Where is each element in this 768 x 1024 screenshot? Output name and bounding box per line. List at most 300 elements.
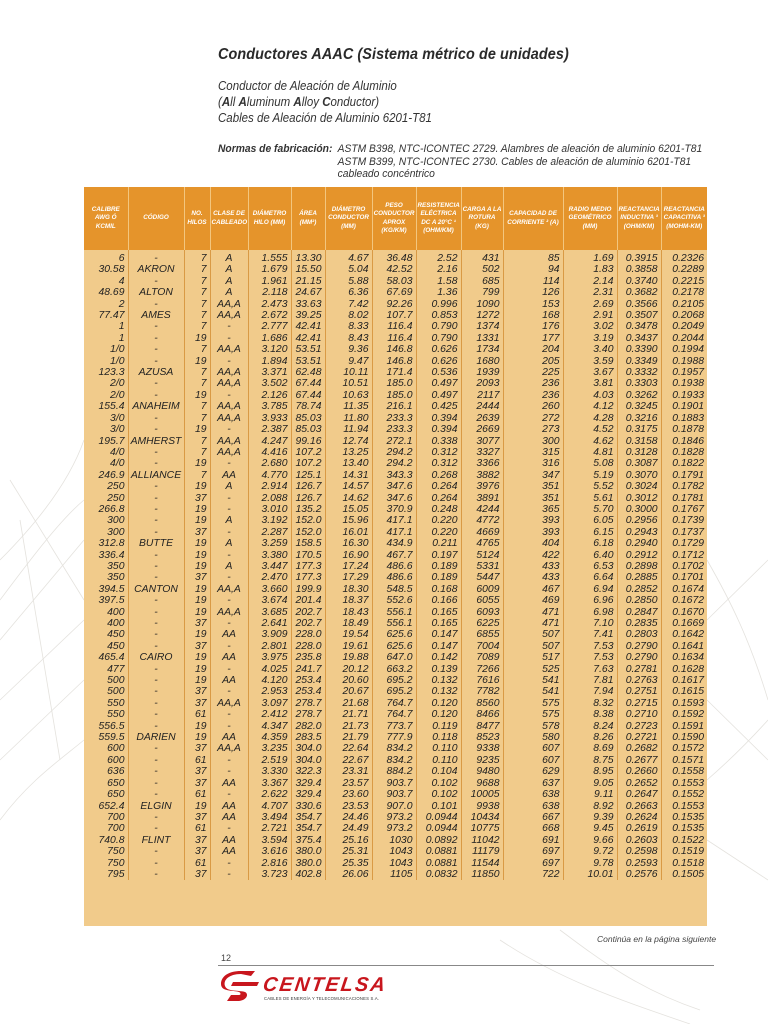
table-cell: 343.3 xyxy=(372,470,416,481)
table-cell: 638 xyxy=(503,801,563,812)
table-cell: 433 xyxy=(503,572,563,583)
table-cell: - xyxy=(128,755,184,766)
table-row xyxy=(84,835,707,846)
table-cell: 1.686 xyxy=(248,333,291,344)
table-cell: 1.36 xyxy=(416,287,461,298)
table-cell: 3.502 xyxy=(248,378,291,389)
table-cell: 6093 xyxy=(461,607,503,618)
table-row xyxy=(84,276,707,287)
table-row xyxy=(84,515,707,526)
table-cell: 3.660 xyxy=(248,584,291,595)
table-cell: 37 xyxy=(184,493,210,504)
table-cell: 0.2598 xyxy=(617,846,661,857)
table-cell: 0.2178 xyxy=(672,287,704,299)
table-row xyxy=(84,424,707,435)
table-row xyxy=(84,812,707,823)
table-cell: - xyxy=(128,447,184,458)
table-cell: 4/0 xyxy=(84,458,128,469)
table-cell: 834.2 xyxy=(372,743,416,754)
table-cell: - xyxy=(210,321,248,332)
table-cell: 0.2721 xyxy=(617,732,661,743)
table-cell: 3327 xyxy=(461,447,503,458)
table-cell: 764.7 xyxy=(372,698,416,709)
table-cell: 433 xyxy=(503,561,563,572)
table-row xyxy=(84,652,707,663)
table-cell: 201.4 xyxy=(291,595,325,606)
table-cell: 10.01 xyxy=(563,869,617,880)
table-cell: 431 xyxy=(461,250,503,264)
table-cell: 722 xyxy=(503,869,563,880)
table-cell: 4772 xyxy=(461,515,503,526)
table-cell: 7 xyxy=(184,344,210,355)
table-cell: 0.1553 xyxy=(672,800,704,812)
table-cell: 0.2710 xyxy=(617,709,661,720)
table-cell: 0.220 xyxy=(416,527,461,538)
table-cell: 0.2624 xyxy=(617,812,661,823)
table-cell: 0.132 xyxy=(416,686,461,697)
table-cell: 750 xyxy=(84,858,128,869)
table-cell: 19 xyxy=(184,424,210,435)
table-cell: - xyxy=(128,344,184,355)
table-cell: 2.69 xyxy=(563,299,617,310)
table-cell: FLINT xyxy=(128,835,184,846)
table-cell: - xyxy=(128,504,184,515)
table-cell: 907.0 xyxy=(372,801,416,812)
table-cell: AA,A xyxy=(210,584,248,595)
table-cell: 300 xyxy=(503,436,563,447)
table-cell: 18.43 xyxy=(325,607,372,618)
table-cell: 434.9 xyxy=(372,538,416,549)
table-cell: 185.0 xyxy=(372,390,416,401)
table-cell: 6.96 xyxy=(563,595,617,606)
table-cell: 9235 xyxy=(461,755,503,766)
table-row xyxy=(84,390,707,401)
table-cell: 250 xyxy=(84,481,128,492)
table-row xyxy=(84,436,707,447)
table-cell: AA,A xyxy=(210,344,248,355)
table-cell: 903.7 xyxy=(372,778,416,789)
table-cell: 2.52 xyxy=(416,250,461,264)
table-cell: 19 xyxy=(184,356,210,367)
table-cell: 5124 xyxy=(461,550,503,561)
table-cell: AA xyxy=(210,846,248,857)
table-cell: 9.39 xyxy=(563,812,617,823)
table-cell: 2.672 xyxy=(248,310,291,321)
table-cell: 30.58 xyxy=(84,264,128,275)
table-row xyxy=(84,595,707,606)
table-cell: 241.7 xyxy=(291,664,325,675)
table-row xyxy=(84,344,707,355)
table-cell: 19 xyxy=(184,515,210,526)
table-cell: 22.67 xyxy=(325,755,372,766)
table-cell: 740.8 xyxy=(84,835,128,846)
table-cell: 0.3262 xyxy=(617,390,661,401)
table-cell: 37 xyxy=(184,766,210,777)
table-cell: 0.2215 xyxy=(672,275,704,287)
table-cell: 502 xyxy=(461,264,503,275)
table-cell: A xyxy=(210,561,248,572)
table-cell: 354.7 xyxy=(291,812,325,823)
table-cell: 5331 xyxy=(461,561,503,572)
table-cell: 0.2943 xyxy=(617,527,661,538)
table-cell: 116.4 xyxy=(372,333,416,344)
table-cell: 8477 xyxy=(461,721,503,732)
table-cell: 294.2 xyxy=(372,447,416,458)
table-cell: 11.35 xyxy=(325,401,372,412)
table-cell: 312.8 xyxy=(84,538,128,549)
table-cell: 507 xyxy=(503,641,563,652)
table-cell: 507 xyxy=(503,629,563,640)
table-cell: 0.166 xyxy=(416,595,461,606)
table-cell: ANAHEIM xyxy=(128,401,184,412)
table-row xyxy=(84,732,707,743)
table-cell: 3.380 xyxy=(248,550,291,561)
table-cell: A xyxy=(210,515,248,526)
table-cell: 205 xyxy=(503,356,563,367)
table-cell: 6.98 xyxy=(563,607,617,618)
table-cell: 0.3024 xyxy=(617,481,661,492)
table-cell: CAIRO xyxy=(128,652,184,663)
table-cell: 37 xyxy=(184,846,210,857)
table-row xyxy=(84,333,707,344)
table-cell: 9338 xyxy=(461,743,503,754)
table-cell: 37 xyxy=(184,618,210,629)
table-cell: 351 xyxy=(503,493,563,504)
table-cell: 195.7 xyxy=(84,436,128,447)
table-cell: - xyxy=(128,390,184,401)
table-cell: 19 xyxy=(184,561,210,572)
table-cell: AA xyxy=(210,629,248,640)
table-row xyxy=(84,356,707,367)
table-cell: 42.41 xyxy=(291,321,325,332)
table-cell: 0.394 xyxy=(416,413,461,424)
normas-block xyxy=(218,143,702,181)
table-cell: 19 xyxy=(184,629,210,640)
table-cell: 4.62 xyxy=(563,436,617,447)
table-cell: 7 xyxy=(184,299,210,310)
table-cell: 393 xyxy=(503,515,563,526)
table-cell: - xyxy=(128,686,184,697)
column-header: CÓDIGO xyxy=(128,187,184,250)
table-cell: 2.914 xyxy=(248,481,291,492)
table-cell: 0.497 xyxy=(416,390,461,401)
table-cell: 4669 xyxy=(461,527,503,538)
table-row xyxy=(84,801,707,812)
table-cell: 7089 xyxy=(461,652,503,663)
table-cell: 0.104 xyxy=(416,766,461,777)
table-cell: 3.19 xyxy=(563,333,617,344)
conductor-table xyxy=(84,187,707,880)
table-cell: 350 xyxy=(84,561,128,572)
table-cell: 0.165 xyxy=(416,618,461,629)
table-row xyxy=(84,584,707,595)
table-cell: 0.497 xyxy=(416,378,461,389)
table-cell: 8.02 xyxy=(325,310,372,321)
table-cell: 0.3216 xyxy=(617,413,661,424)
table-cell: 19 xyxy=(184,664,210,675)
table-cell: 0.102 xyxy=(416,778,461,789)
table-cell: - xyxy=(210,493,248,504)
table-cell: 107.2 xyxy=(291,458,325,469)
table-cell: 0.2715 xyxy=(617,698,661,709)
table-cell: 6.18 xyxy=(563,538,617,549)
table-cell: 3/0 xyxy=(84,413,128,424)
table-cell: - xyxy=(128,743,184,754)
table-cell: 365 xyxy=(503,504,563,515)
table-cell: 99.16 xyxy=(291,436,325,447)
table-cell: 2.801 xyxy=(248,641,291,652)
table-cell: AA,A xyxy=(210,698,248,709)
table-cell: - xyxy=(210,869,248,880)
table-cell: 477 xyxy=(84,664,128,675)
table-row xyxy=(84,686,707,697)
table-row xyxy=(84,447,707,458)
table-cell: 322.3 xyxy=(291,766,325,777)
table-cell: 0.1535 xyxy=(672,823,704,835)
table-cell: 4.120 xyxy=(248,675,291,686)
table-cell: 1374 xyxy=(461,321,503,332)
table-cell: 300 xyxy=(84,527,128,538)
table-cell: 541 xyxy=(503,686,563,697)
table-cell: 0.2940 xyxy=(617,538,661,549)
table-cell: 7.42 xyxy=(325,299,372,310)
table-cell: 3.259 xyxy=(248,538,291,549)
table-cell: 170.5 xyxy=(291,550,325,561)
table-cell: 61 xyxy=(184,823,210,834)
table-cell: 0.2723 xyxy=(617,721,661,732)
table-cell: 4765 xyxy=(461,538,503,549)
table-cell: 0.0832 xyxy=(416,869,461,880)
table-cell: - xyxy=(128,481,184,492)
table-cell: 7 xyxy=(184,470,210,481)
table-cell: 1.679 xyxy=(248,264,291,275)
table-cell: 638 xyxy=(503,789,563,800)
table-cell: 2.680 xyxy=(248,458,291,469)
table-cell: 0.2803 xyxy=(617,629,661,640)
table-cell: 315 xyxy=(503,447,563,458)
table-cell: 0.2652 xyxy=(617,778,661,789)
table-cell: 0.1642 xyxy=(672,629,704,641)
table-cell: 9.11 xyxy=(563,789,617,800)
table-cell: - xyxy=(210,755,248,766)
table-cell: 7 xyxy=(184,378,210,389)
table-cell: 1272 xyxy=(461,310,503,321)
table-cell: 0.1994 xyxy=(672,344,704,356)
table-cell: 575 xyxy=(503,698,563,709)
table-cell: 19 xyxy=(184,652,210,663)
table-cell: 575 xyxy=(503,709,563,720)
table-cell: 67.69 xyxy=(372,287,416,298)
table-cell: A xyxy=(210,481,248,492)
table-cell: - xyxy=(210,766,248,777)
table-cell: 973.2 xyxy=(372,812,416,823)
table-cell: 0.1878 xyxy=(672,424,704,436)
table-cell: 0.118 xyxy=(416,732,461,743)
table-cell: 266.8 xyxy=(84,504,128,515)
table-cell: - xyxy=(128,869,184,880)
table-cell: 500 xyxy=(84,686,128,697)
table-cell: 329.4 xyxy=(291,789,325,800)
table-cell: 300 xyxy=(84,515,128,526)
table-cell: 450 xyxy=(84,629,128,640)
table-cell: 202.7 xyxy=(291,618,325,629)
table-cell: 67.44 xyxy=(291,390,325,401)
table-row xyxy=(84,572,707,583)
table-cell: - xyxy=(128,561,184,572)
table-cell: 177 xyxy=(503,333,563,344)
table-cell: 0.2068 xyxy=(672,310,704,322)
table-cell: 2.816 xyxy=(248,858,291,869)
table-cell: 3.371 xyxy=(248,367,291,378)
table-cell: 0.1737 xyxy=(672,526,704,538)
table-cell: - xyxy=(128,823,184,834)
table-cell: 8.38 xyxy=(563,709,617,720)
table-cell: 700 xyxy=(84,812,128,823)
table-cell: - xyxy=(128,778,184,789)
table-cell: - xyxy=(128,698,184,709)
normas-line-2: ASTM B399, NTC-ICONTEC 2730. Cables de aleación de aluminio 6201-T81 xyxy=(337,155,692,168)
table-cell: 0.2576 xyxy=(617,869,661,880)
table-cell: 294.2 xyxy=(372,458,416,469)
table-cell: 282.0 xyxy=(291,721,325,732)
table-cell: 8.92 xyxy=(563,801,617,812)
table-cell: 0.3175 xyxy=(617,424,661,435)
table-cell: 0.2044 xyxy=(672,332,704,344)
table-cell: 0.3000 xyxy=(617,504,661,515)
table-cell: 0.2751 xyxy=(617,686,661,697)
table-cell: 3.723 xyxy=(248,869,291,880)
table-cell: 0.1634 xyxy=(672,652,704,664)
table-cell: 36.48 xyxy=(372,250,416,264)
table-cell: 17.29 xyxy=(325,572,372,583)
table-cell: 273 xyxy=(503,424,563,435)
table-cell: 0.3349 xyxy=(617,356,661,367)
table-cell: 37 xyxy=(184,686,210,697)
table-cell: 5.61 xyxy=(563,493,617,504)
table-cell: 3.330 xyxy=(248,766,291,777)
table-cell: 695.2 xyxy=(372,675,416,686)
table-cell: 0.264 xyxy=(416,493,461,504)
table-cell: 4.416 xyxy=(248,447,291,458)
table-cell: 23.57 xyxy=(325,778,372,789)
continua-note: Continúa en la página siguiente xyxy=(597,934,717,944)
table-cell: 0.2912 xyxy=(617,550,661,561)
table-row xyxy=(84,823,707,834)
table-cell: 0.1822 xyxy=(672,458,704,470)
table-cell: 3/0 xyxy=(84,424,128,435)
table-cell: 0.2593 xyxy=(617,858,661,869)
table-cell: 1.555 xyxy=(248,250,291,264)
table-cell: 61 xyxy=(184,789,210,800)
table-cell: AMHERST xyxy=(128,436,184,447)
table-cell: 0.3915 xyxy=(617,250,661,264)
table-cell: 23.60 xyxy=(325,789,372,800)
table-cell: - xyxy=(210,618,248,629)
table-cell: 7 xyxy=(184,321,210,332)
table-cell: 146.8 xyxy=(372,356,416,367)
table-cell: 185.0 xyxy=(372,378,416,389)
table-cell: 11850 xyxy=(461,869,503,880)
table-cell: 625.6 xyxy=(372,629,416,640)
table-row xyxy=(84,458,707,469)
table-cell: 19 xyxy=(184,481,210,492)
table-cell: 0.3012 xyxy=(617,493,661,504)
table-row xyxy=(84,299,707,310)
table-cell: 2.473 xyxy=(248,299,291,310)
table-cell: 3.120 xyxy=(248,344,291,355)
table-cell: 199.9 xyxy=(291,584,325,595)
table-row xyxy=(84,618,707,629)
column-header: CLASE DE CABLEADO xyxy=(210,187,248,250)
table-cell: 0.3245 xyxy=(617,401,661,412)
table-cell: 48.69 xyxy=(84,287,128,298)
table-cell: 3.674 xyxy=(248,595,291,606)
table-cell: 550 xyxy=(84,698,128,709)
table-cell: 2669 xyxy=(461,424,503,435)
table-cell: 417.1 xyxy=(372,515,416,526)
table-cell: 228.0 xyxy=(291,629,325,640)
table-cell: 973.2 xyxy=(372,823,416,834)
table-cell: 668 xyxy=(503,823,563,834)
table-cell: ELGIN xyxy=(128,801,184,812)
table-cell: 202.7 xyxy=(291,607,325,618)
table-cell: - xyxy=(210,390,248,401)
column-header: DIÁMETRO CONDUCTOR (MM) xyxy=(325,187,372,250)
column-header: ÁREA (MM²) xyxy=(291,187,325,250)
subtitle-2: (All Aluminum Alloy Conductor) xyxy=(218,95,380,109)
table-cell: 2.088 xyxy=(248,493,291,504)
table-cell: 556.5 xyxy=(84,721,128,732)
table-cell: 1 xyxy=(84,333,128,344)
column-header: CALIBRE AWG Ó KCMIL xyxy=(84,187,128,250)
table-cell: 764.7 xyxy=(372,709,416,720)
normas-label: Normas de fabricación: xyxy=(218,143,333,155)
table-cell: 278.7 xyxy=(291,698,325,709)
table-cell: 7.41 xyxy=(563,629,617,640)
table-cell: 1043 xyxy=(372,858,416,869)
table-cell: 19.61 xyxy=(325,641,372,652)
table-cell: 629 xyxy=(503,766,563,777)
table-cell: 4.359 xyxy=(248,732,291,743)
table-cell: 2.31 xyxy=(563,287,617,298)
table-row xyxy=(84,538,707,549)
table-row xyxy=(84,413,707,424)
table-cell: 4.52 xyxy=(563,424,617,435)
table-cell: 351 xyxy=(503,481,563,492)
table-cell: - xyxy=(128,858,184,869)
table-cell: 19 xyxy=(184,458,210,469)
table-cell: 8.24 xyxy=(563,721,617,732)
table-cell: 67.44 xyxy=(291,378,325,389)
table-cell: 422 xyxy=(503,550,563,561)
table-cell: 250 xyxy=(84,493,128,504)
table-cell: 85.03 xyxy=(291,424,325,435)
table-cell: 486.6 xyxy=(372,561,416,572)
table-cell: A xyxy=(210,538,248,549)
table-cell: 78.74 xyxy=(291,401,325,412)
table-cell: 6.94 xyxy=(563,584,617,595)
table-cell: 2.412 xyxy=(248,709,291,720)
table-cell: 6055 xyxy=(461,595,503,606)
table-cell: 9.45 xyxy=(563,823,617,834)
table-cell: 19 xyxy=(184,801,210,812)
table-cell: 0.120 xyxy=(416,698,461,709)
logo-tagline: CABLES DE ENERGÍA Y TELECOMUNICACIONES S.A. xyxy=(264,996,380,1001)
table-cell: ALLIANCE xyxy=(128,470,184,481)
table-cell: 171.4 xyxy=(372,367,416,378)
table-cell: 0.197 xyxy=(416,550,461,561)
table-cell: 3.59 xyxy=(563,356,617,367)
